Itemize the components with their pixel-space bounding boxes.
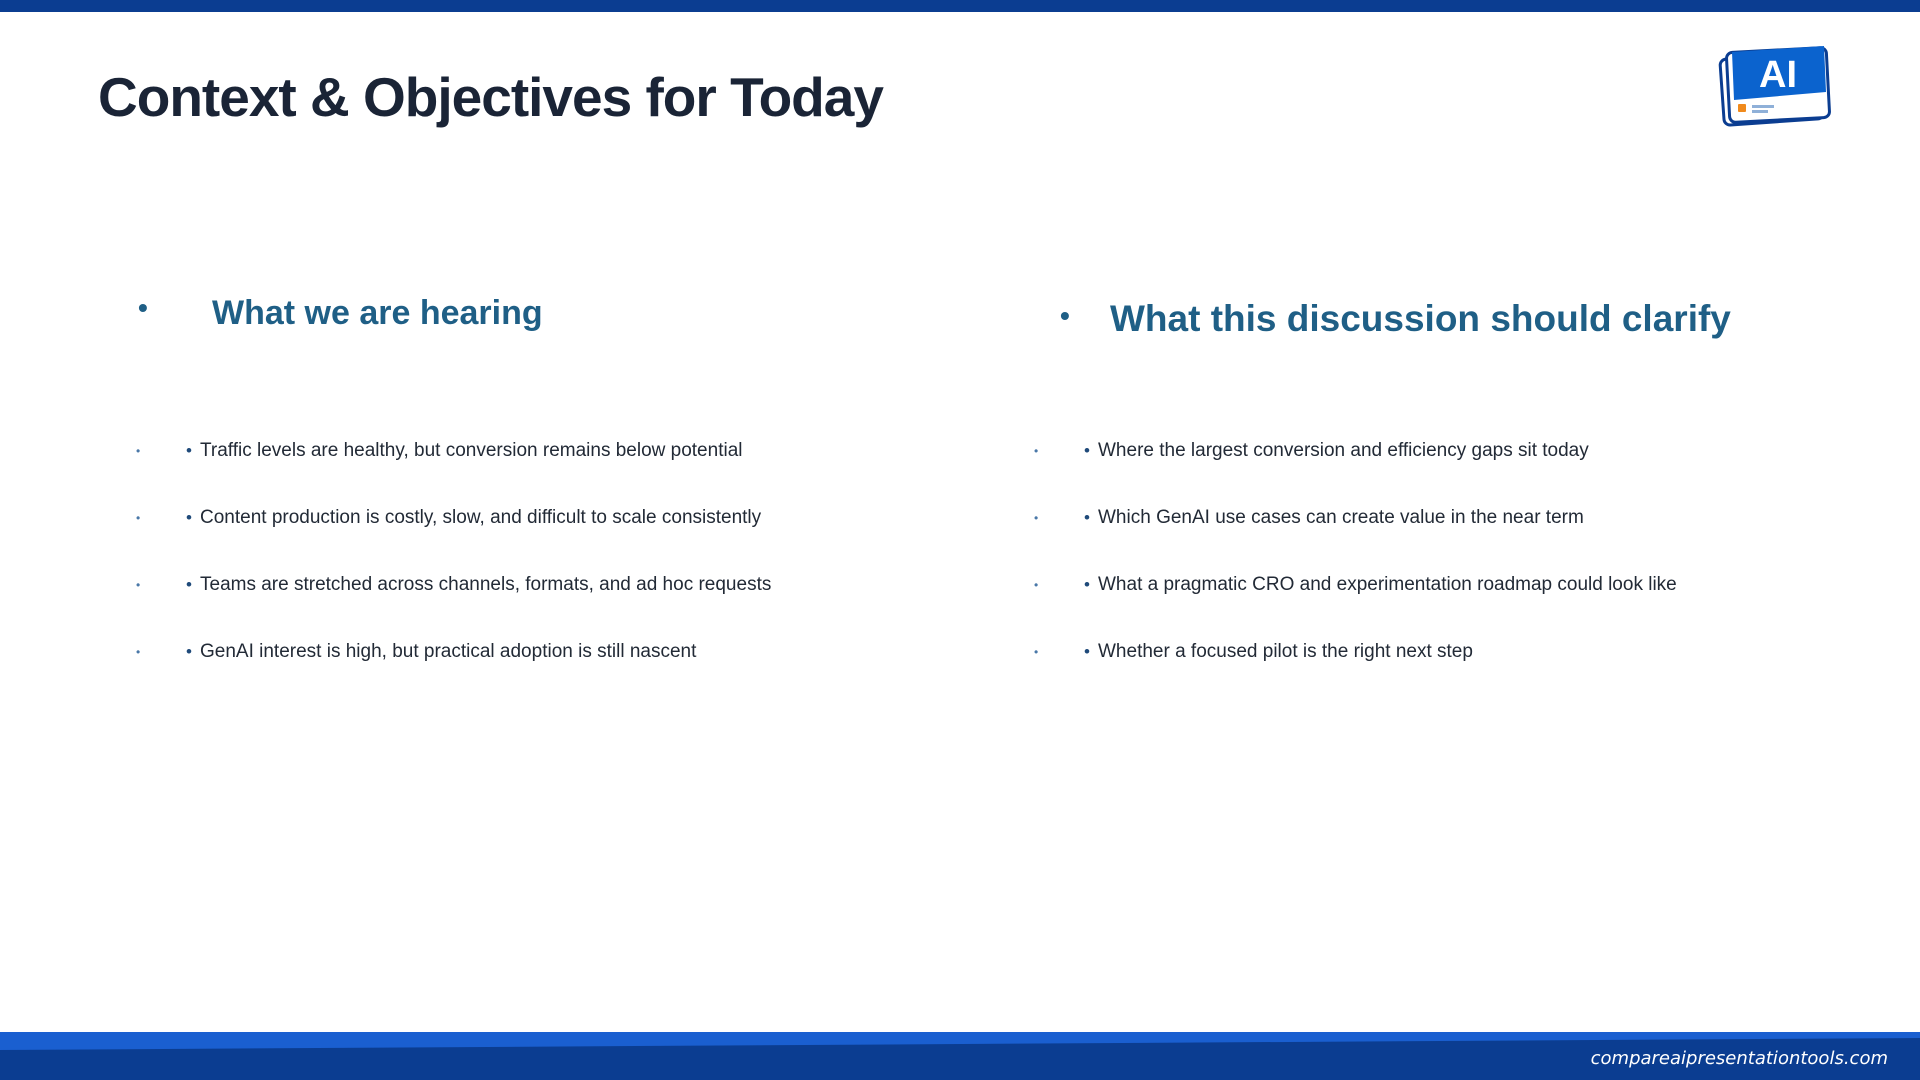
list-item — [1034, 570, 1894, 637]
bullet-icon: • — [1084, 575, 1090, 594]
bullet-icon: • — [1084, 508, 1090, 527]
list-item-text: Teams are stretched across channels, formats, and ad hoc requests — [200, 574, 772, 595]
list-item — [136, 637, 996, 704]
bullet-icon: • — [186, 575, 192, 594]
left-column-heading-text: What we are hearing — [212, 294, 543, 332]
list-item-text: GenAI interest is high, but practical adoption is still nascent — [200, 641, 697, 662]
list-item — [136, 503, 996, 570]
ai-presentation-logo-icon — [1716, 44, 1832, 128]
bullet-icon: • — [1034, 578, 1039, 592]
list-item-text: Whether a focused pilot is the right next step — [1098, 641, 1473, 662]
bullet-icon: • — [1084, 642, 1090, 661]
list-item — [136, 436, 996, 503]
bullet-icon: • — [1034, 645, 1039, 659]
right-bullet-list — [1034, 436, 1894, 704]
list-item-text: Content production is costly, slow, and difficult to scale consistently — [200, 507, 762, 528]
logo-text: AI — [1759, 54, 1797, 96]
bullet-icon: • — [186, 441, 192, 460]
bullet-icon: • — [1034, 444, 1039, 458]
bullet-icon: • — [1034, 511, 1039, 525]
slide-title: Context & Objectives for Today — [98, 66, 883, 128]
bullet-icon: • — [136, 511, 141, 525]
heading-bullet-icon: • — [1060, 300, 1070, 331]
list-item-text: Which GenAI use cases can create value in the near term — [1098, 507, 1584, 528]
bullet-icon: • — [186, 508, 192, 527]
bullet-icon: • — [136, 444, 141, 458]
list-item-text: What a pragmatic CRO and experimentation roadmap could look like — [1098, 574, 1677, 595]
list-item — [1034, 436, 1894, 503]
bullet-icon: • — [136, 645, 141, 659]
heading-bullet-icon: • — [138, 292, 148, 323]
top-accent-bar — [0, 0, 1920, 12]
list-item — [1034, 503, 1894, 570]
footer-url: compareaipresentationtools.com — [1590, 1048, 1888, 1069]
list-item-text: Where the largest conversion and efficiency gaps sit today — [1098, 440, 1589, 461]
right-column-heading-text: What this discussion should clarify — [1110, 298, 1731, 339]
bullet-icon: • — [1084, 441, 1090, 460]
bullet-icon: • — [136, 578, 141, 592]
list-item — [1034, 637, 1894, 704]
list-item — [136, 570, 996, 637]
left-bullet-list — [136, 436, 996, 704]
list-item-text: Traffic levels are healthy, but conversion remains below potential — [200, 440, 743, 461]
bullet-icon: • — [186, 642, 192, 661]
